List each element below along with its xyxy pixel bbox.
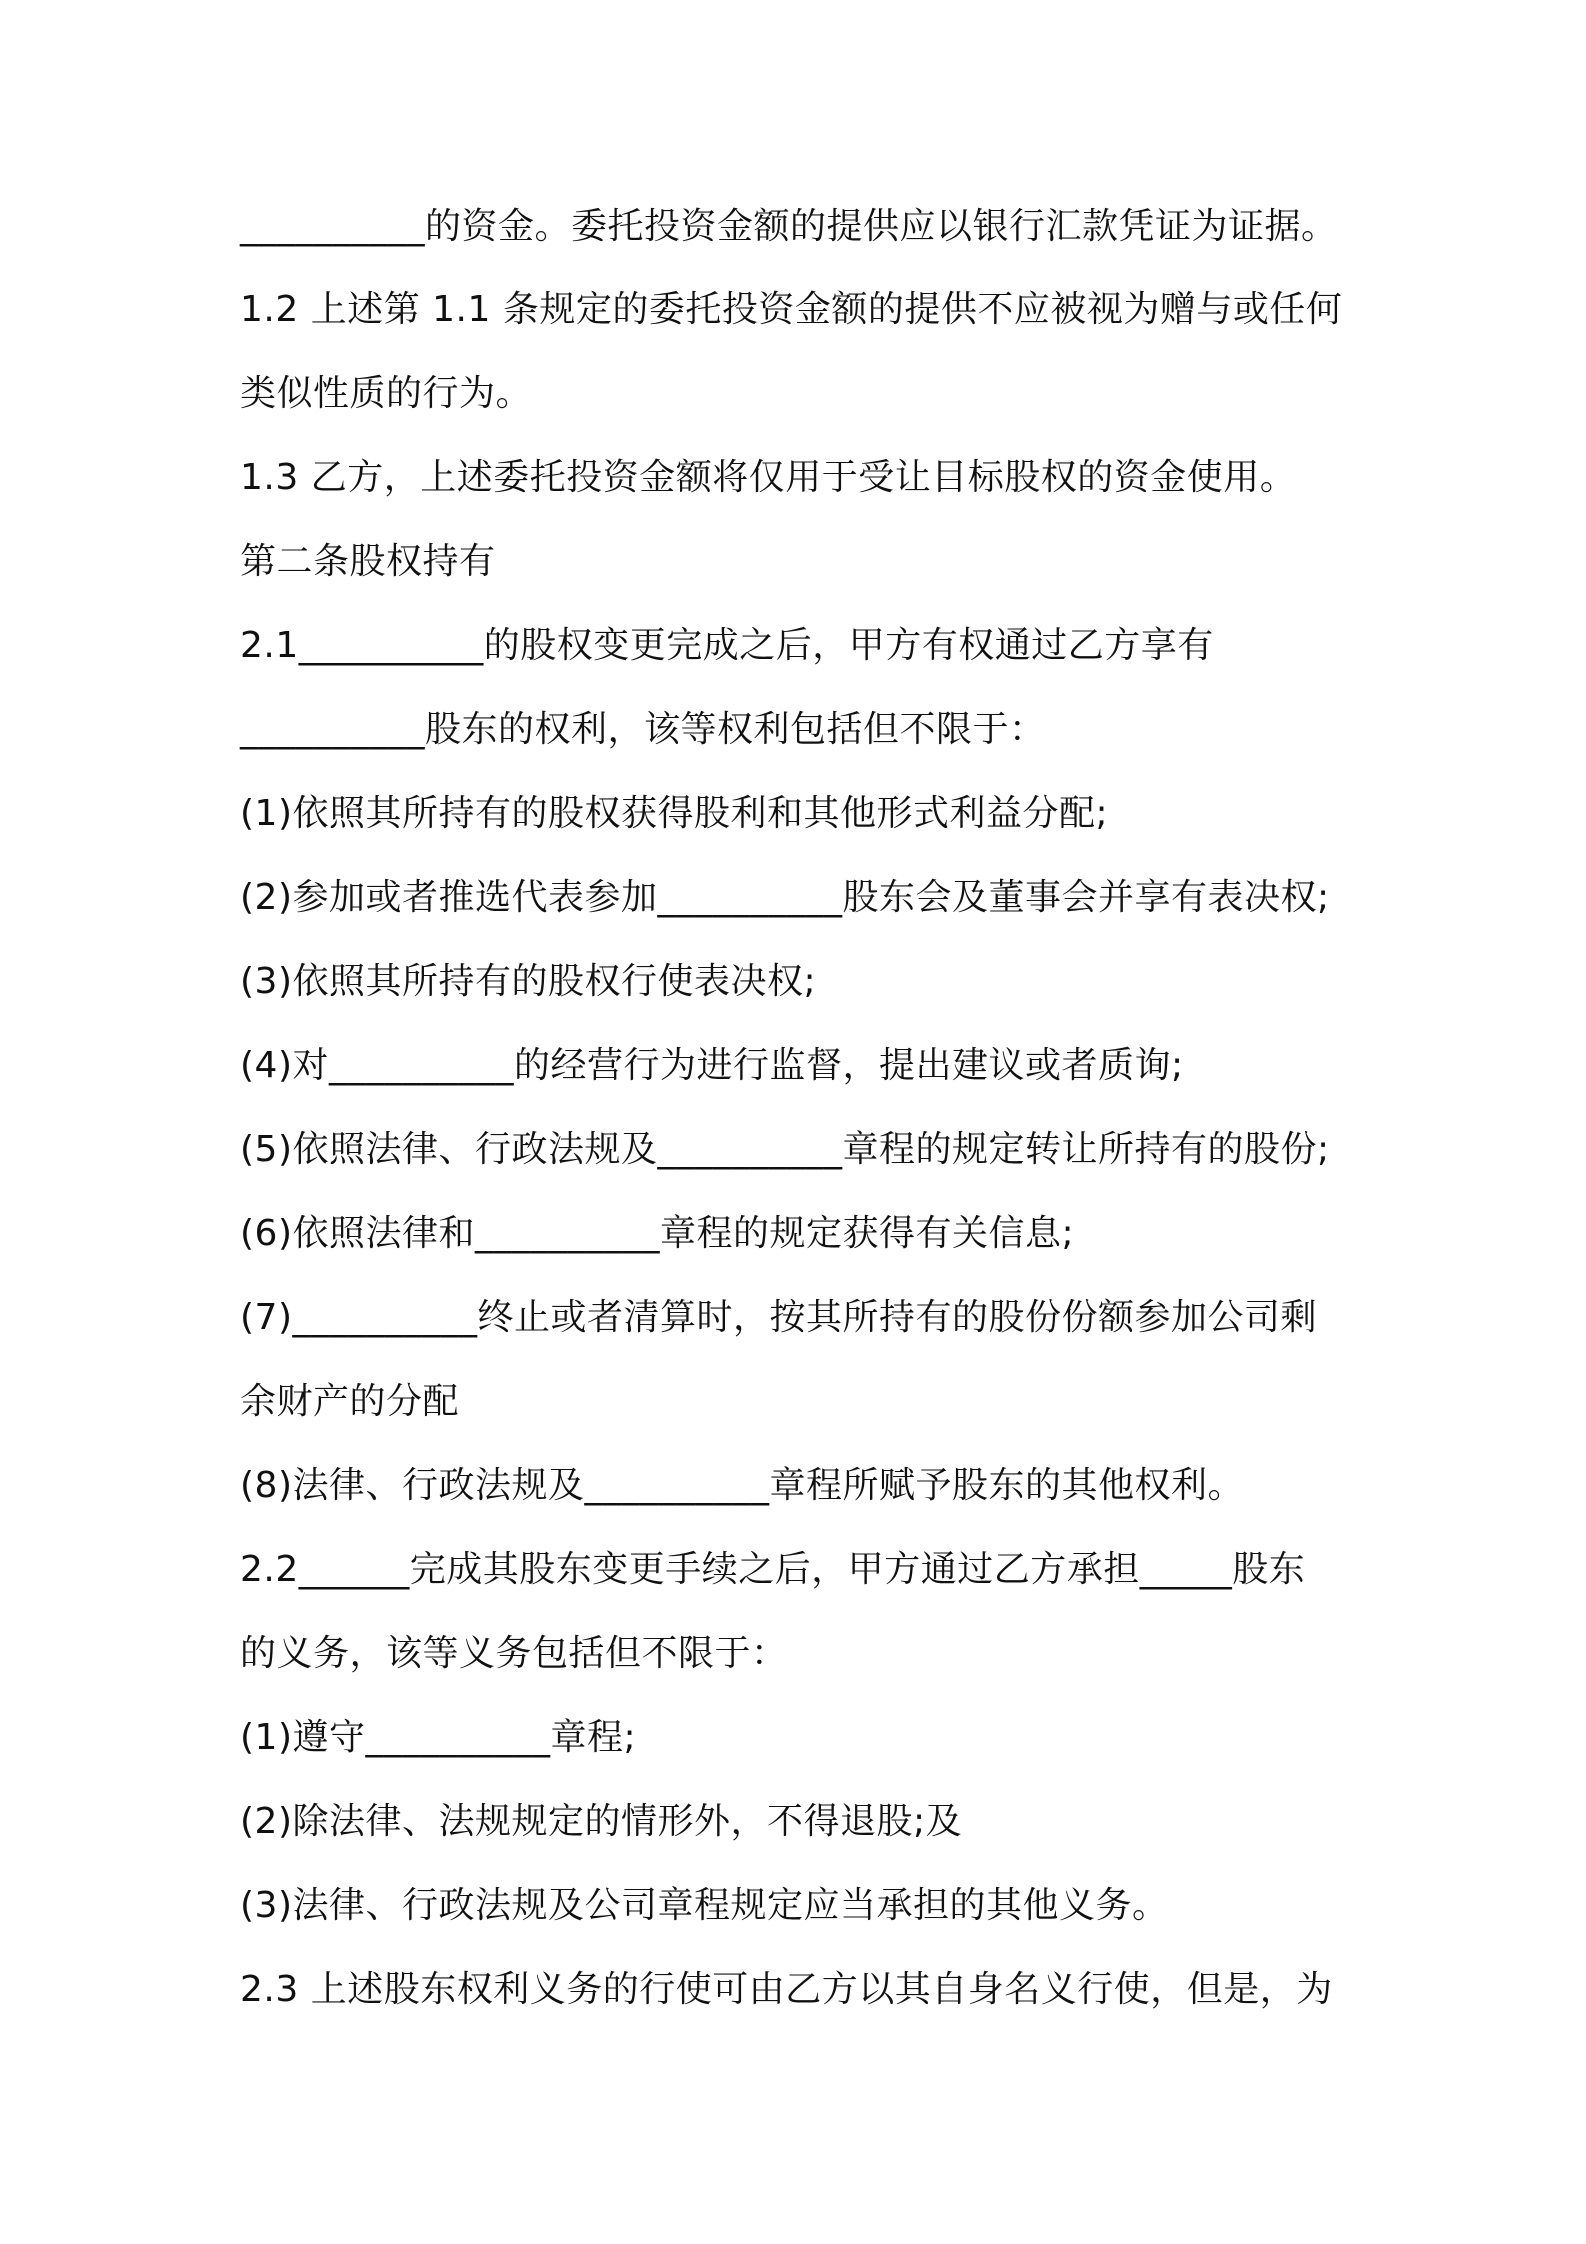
paragraph-line: 类似性质的行为。 bbox=[240, 373, 533, 414]
list-item: (1)依照其所持有的股权获得股利和其他形式利益分配; bbox=[240, 793, 1109, 834]
section-heading: 第二条股权持有 bbox=[240, 541, 496, 582]
paragraph-line: __________的资金。委托投资金额的提供应以银行汇款凭证为证据。 bbox=[240, 206, 1338, 247]
list-item: (8)法律、行政法规及__________章程所赋予股东的其他权利。 bbox=[240, 1465, 1244, 1506]
paragraph-line: 1.3 乙方，上述委托投资金额将仅用于受让目标股权的资金使用。 bbox=[240, 457, 1297, 498]
paragraph-line: 1.2 上述第 1.1 条规定的委托投资金额的提供不应被视为赠与或任何 bbox=[240, 289, 1343, 330]
paragraph-line: 的义务，该等义务包括但不限于： bbox=[240, 1633, 788, 1674]
list-item: (2)除法律、法规规定的情形外，不得退股;及 bbox=[240, 1801, 963, 1842]
paragraph-line: 2.1__________的股权变更完成之后，甲方有权通过乙方享有 bbox=[240, 625, 1214, 666]
list-item: (6)依照法律和__________章程的规定获得有关信息; bbox=[240, 1213, 1075, 1254]
list-item: (1)遵守__________章程; bbox=[240, 1717, 637, 1758]
list-item: (2)参加或者推选代表参加__________股东会及董事会并享有表决权; bbox=[240, 877, 1330, 918]
list-item: (7)__________终止或者清算时，按其所持有的股份份额参加公司剩 bbox=[240, 1297, 1317, 1338]
paragraph-line: __________股东的权利，该等权利包括但不限于： bbox=[240, 709, 1046, 750]
paragraph-line: 2.2______完成其股东变更手续之后，甲方通过乙方承担_____股东 bbox=[240, 1549, 1306, 1590]
paragraph-line: 余财产的分配 bbox=[240, 1381, 460, 1422]
paragraph-line: 2.3 上述股东权利义务的行使可由乙方以其自身名义行使，但是，为 bbox=[240, 1969, 1333, 2010]
list-item: (4)对__________的经营行为进行监督，提出建议或者质询; bbox=[240, 1045, 1184, 1086]
list-item: (3)依照其所持有的股权行使表决权; bbox=[240, 961, 817, 1002]
list-item: (5)依照法律、行政法规及__________章程的规定转让所持有的股份; bbox=[240, 1129, 1330, 1170]
list-item: (3)法律、行政法规及公司章程规定应当承担的其他义务。 bbox=[240, 1885, 1169, 1926]
